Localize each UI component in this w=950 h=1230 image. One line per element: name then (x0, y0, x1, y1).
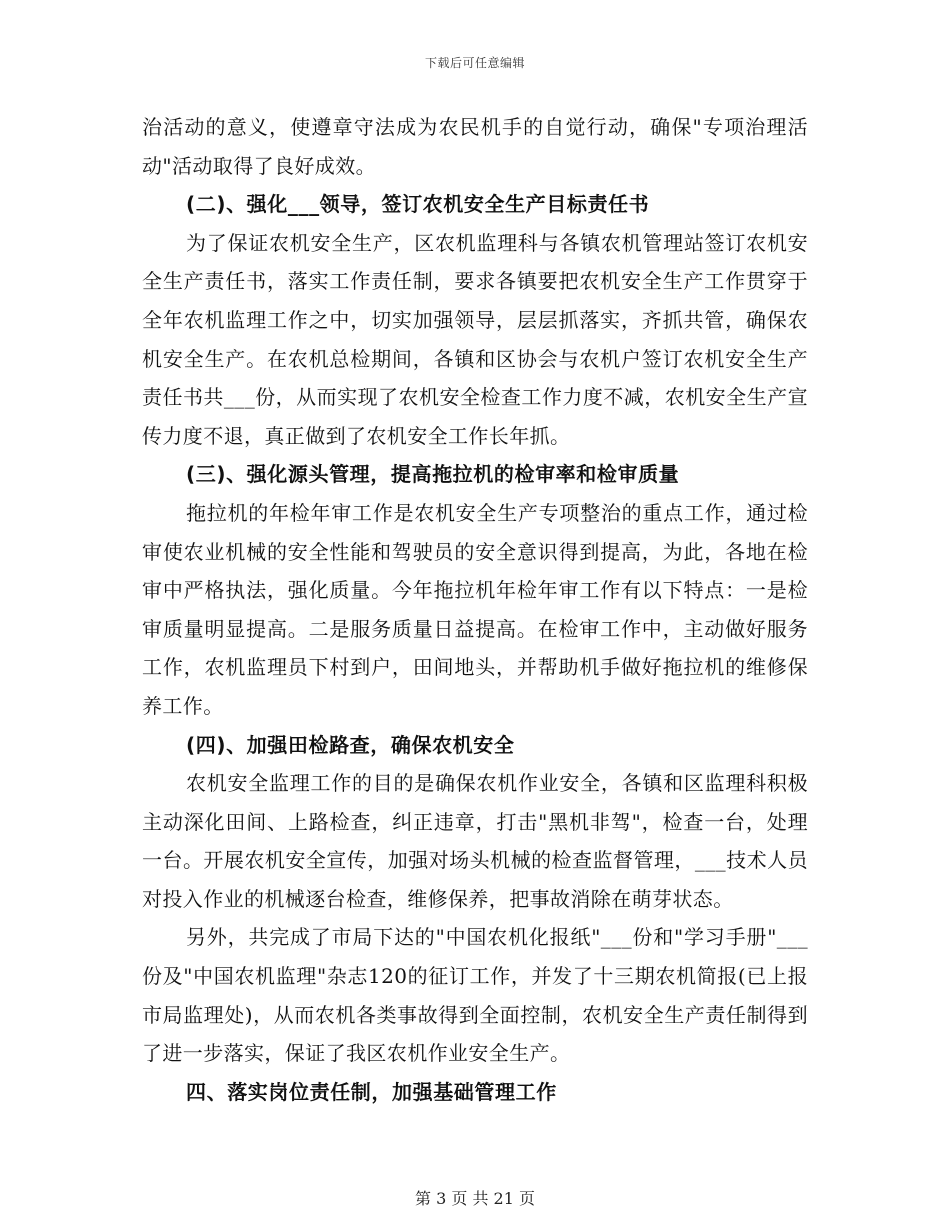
paragraph: 拖拉机的年检年审工作是农机安全生产专项整治的重点工作，通过检审使农业机械的安全性能和驾驶员的安全意识得到提高，为此，各地在检审中严格执法，强化质量。今年拖拉机年检年审工作有以下特点：一是检审质量明显提高。二是服务质量日益提高。在检审工作中，主动做好服务工作，农机监理员下村到户，田间地头，并帮助机手做好拖拉机的维修保养工作。 (142, 500, 808, 718)
document-body (142, 108, 808, 1111)
section-heading: (二)、强化___领导，签订农机安全生产目标责任书 (186, 192, 650, 217)
section-heading: (四)、加强田检路查，确保农机安全 (186, 732, 515, 757)
page-header: 下载后可任意编辑 (424, 56, 525, 70)
paragraph: 治活动的意义，使遵章守法成为农民机手的自觉行动，确保"专项治理活动"活动取得了良好成效。 (142, 115, 808, 178)
page-footer: 第 3 页 共 21 页 (415, 1189, 535, 1208)
section-heading: (三)、强化源头管理，提高拖拉机的检审率和检审质量 (186, 462, 680, 487)
section-heading: 四、落实岗位责任制，加强基础管理工作 (186, 1079, 557, 1104)
paragraph: 另外，共完成了市局下达的"中国农机化报纸"___份和"学习手册"___份及"中国农机监理"杂志120的征订工作，并发了十三期农机简报(已上报市局监理处)，从而农机各类事故得到全面控制，农机安全生产责任制得到了进一步落实，保证了我区农机作业安全生产。 (142, 925, 808, 1066)
paragraph: 农机安全监理工作的目的是确保农机作业安全，各镇和区监理科积极主动深化田间、上路检查，纠正违章，打击"黑机非驾"，检查一台，处理一台。开展农机安全宣传，加强对场头机械的检查监督管理，___技术人员对投入作业的机械逐台检查，维修保养，把事故消除在萌芽状态。 (142, 771, 808, 911)
paragraph: 为了保证农机安全生产，区农机监理科与各镇农机管理站签订农机安全生产责任书，落实工作责任制，要求各镇要把农机安全生产工作贯穿于全年农机监理工作之中，切实加强领导，层层抓落实，齐抓共管，确保农机安全生产。在农机总检期间，各镇和区协会与农机户签订农机安全生产责任书共___份，从而实现了农机安全检查工作力度不减，农机安全生产宣传力度不退，真正做到了农机安全工作长年抓。 (142, 230, 808, 448)
